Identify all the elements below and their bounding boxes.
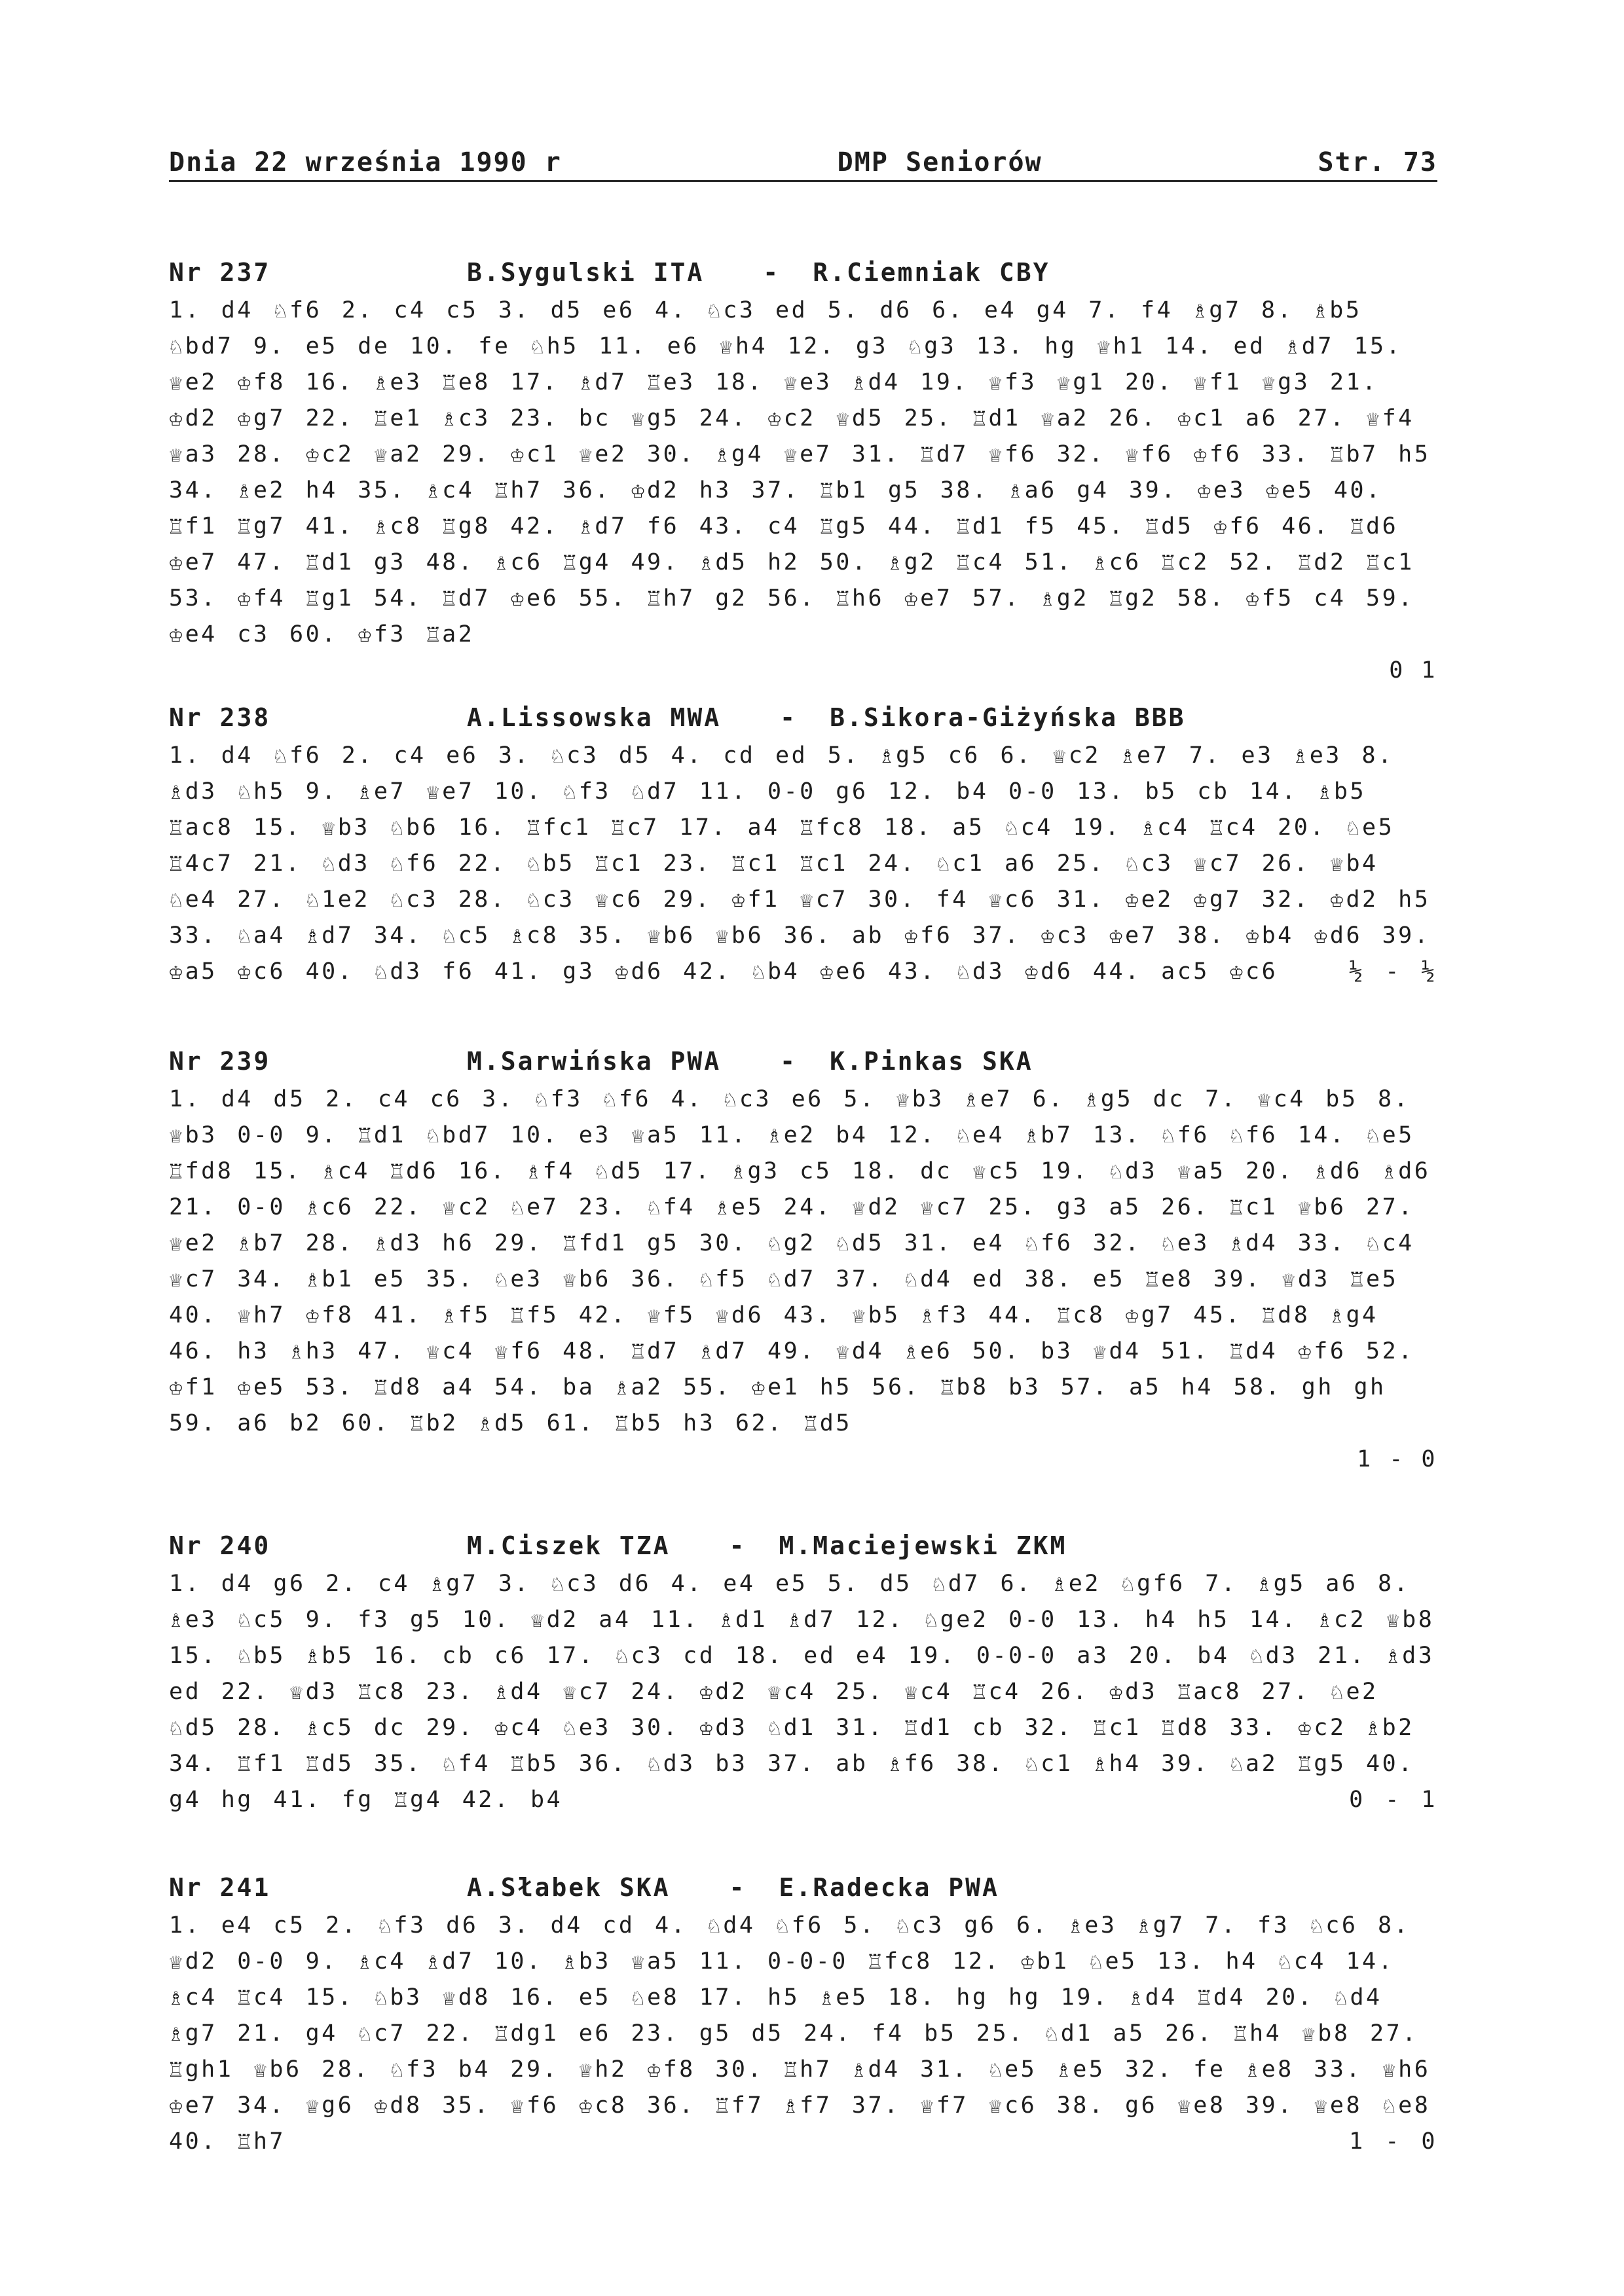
game-block [169, 1041, 1437, 1478]
player-separator: - [763, 258, 781, 287]
black-player: M.Maciejewski ZKM [779, 1531, 1067, 1560]
white-player: M.Sarwińska PWA [467, 1047, 722, 1076]
game-block [169, 252, 1437, 689]
moves-text: 1. d4 d5 2. c4 c6 3. ♘f3 ♘f6 4. ♘c3 e6 5. ♕b3 ♗e7 6. ♗g5 dc 7. ♕c4 b5 8. ♕b3 0-0 9. ♖d1 ♘bd7 10. e3 ♕a5 11. ♗e2 b4 12. ♘e4 ♗b7 13. ♘f6 ♘f6 14. ♘e5 ♖fd8 15. ♗c4 ♖d6 16. ♗f4 ♘d5 17. ♗g3 c5 18. dc ♕c5 19. ♘d3 ♕a5 20. ♗d6 ♗d6 21. 0-0 ♗c6 22. ♕c2 ♘e7 23. ♘f4 ♗e5 24. ♕d2 ♕c7 25. g3 a5 26. ♖c1 ♕b6 27. ♕e2 ♗b7 28. ♗d3 h6 29. ♖fd1 g5 30. ♘g2 ♘d5 31. e4 ♘f6 32. ♘e3 ♗d4 33. ♘c4 ♕c7 34. ♗b1 e5 35. ♘e3 ♕b6 36. ♘f5 ♘d7 37. ♘d4 ed 38. e5 ♖e8 39. ♕d3 ♖e5 40. ♕h7 ♔f8 41. ♗f5 ♖f5 42. ♕f5 ♕d6 43. ♕b5 ♗f3 44. ♖c8 ♔g7 45. ♖d8 ♗g4 46. h3 ♗h3 47. ♕c4 ♕f6 48. ♖d7 ♗d7 49. ♕d4 ♗e6 50. b3 ♕d4 51. ♖d4 ♔f6 52. ♔f1 ♔e5 53. ♖d8 a4 54. ba ♗a2 55. ♔e1 h5 56. ♖b8 b3 57. a5 h4 58. gh gh 59. a6 b2 60. ♖b2 ♗d5 61. ♖b5 h3 62. ♖d5 [169, 1086, 1431, 1436]
moves-text: 1. d4 g6 2. c4 ♗g7 3. ♘c3 d6 4. e4 e5 5. d5 ♘d7 6. ♗e2 ♘gf6 7. ♗g5 a6 8. ♗e3 ♘c5 9. f3 g5 10. ♕d2 a4 11. ♗d1 ♗d7 12. ♘ge2 0-0 13. h4 h5 14. ♗c2 ♕b8 15. ♘b5 ♗b5 16. cb c6 17. ♘c3 cd 18. ed e4 19. 0-0-0 a3 20. b4 ♘d3 21. ♗d3 ed 22. ♕d3 ♖c8 23. ♗d4 ♕c7 24. ♔d2 ♕c4 25. ♕c4 ♖c4 26. ♔d3 ♖ac8 27. ♘e2 ♘d5 28. ♗c5 dc 29. ♔c4 ♘e3 30. ♔d3 ♘d1 31. ♖d1 cb 32. ♖c1 ♖d8 33. ♔c2 ♗b2 34. ♖f1 ♖d5 35. ♘f4 ♖b5 36. ♘d3 b3 37. ab ♗f6 38. ♘c1 ♗h4 39. ♘a2 ♖g5 40. g4 hg 41. fg ♖g4 42. b4 [169, 1571, 1435, 1813]
game-title [169, 1041, 1437, 1082]
black-player: E.Radecka PWA [779, 1873, 999, 1902]
game-result: 0 - 1 [1349, 1787, 1437, 1813]
header-date: Dnia 22 września 1990 r [169, 147, 562, 177]
game-moves [169, 1082, 1437, 1442]
moves-text: 1. d4 ♘f6 2. c4 e6 3. ♘c3 d5 4. cd ed 5. ♗g5 c6 6. ♕c2 ♗e7 7. e3 ♗e3 8. ♗d3 ♘h5 9. ♗e7 ♕e7 10. ♘f3 ♘d7 11. 0-0 g6 12. b4 0-0 13. b5 cb 14. ♗b5 ♖ac8 15. ♕b3 ♘b6 16. ♖fc1 ♖c7 17. a4 ♖fc8 18. a5 ♘c4 19. ♗c4 ♖c4 20. ♘e5 ♖4c7 21. ♘d3 ♘f6 22. ♘b5 ♖c1 23. ♖c1 ♖c1 24. ♘c1 a6 25. ♘c3 ♕c7 26. ♕b4 ♘e4 27. ♘1e2 ♘c3 28. ♘c3 ♕c6 29. ♔f1 ♕c7 30. f4 ♕c6 31. ♔e2 ♔g7 32. ♔d2 h5 33. ♘a4 ♗d7 34. ♘c5 ♗c8 35. ♕b6 ♕b6 36. ab ♔f6 37. ♔c3 ♔e7 38. ♔b4 ♔d6 39. ♔a5 ♔c6 40. ♘d3 f6 41. g3 ♔d6 42. ♘b4 ♔e6 43. ♘d3 ♔d6 44. ac5 ♔c6 [169, 742, 1431, 985]
black-player: K.Pinkas SKA [830, 1047, 1033, 1076]
game-moves [169, 293, 1437, 653]
game-number: Nr 240 [169, 1531, 271, 1560]
player-separator: - [780, 1047, 798, 1076]
header-event: DMP Seniorów [837, 147, 1043, 177]
game-result-row [169, 1442, 1437, 1478]
game-moves [169, 738, 1437, 990]
game-result: 1 - 0 [1357, 1446, 1437, 1472]
game-number: Nr 241 [169, 1873, 271, 1902]
game-result: 1 - 0 [1349, 2128, 1437, 2155]
page-header [169, 147, 1437, 182]
header-page: Str. 73 [1318, 147, 1437, 177]
game-number: Nr 238 [169, 703, 271, 732]
game-block [169, 1867, 1437, 2160]
black-player: B.Sikora-Giżyńska BBB [830, 703, 1186, 732]
moves-text: 1. e4 c5 2. ♘f3 d6 3. d4 cd 4. ♘d4 ♘f6 5. ♘c3 g6 6. ♗e3 ♗g7 7. f3 ♘c6 8. ♕d2 0-0 9. ♗c4 ♗d7 10. ♗b3 ♕a5 11. 0-0-0 ♖fc8 12. ♔b1 ♘e5 13. h4 ♘c4 14. ♗c4 ♖c4 15. ♘b3 ♕d8 16. e5 ♘e8 17. h5 ♗e5 18. hg hg 19. ♗d4 ♖d4 20. ♘d4 ♗g7 21. g4 ♘c7 22. ♖dg1 e6 23. g5 d5 24. f4 b5 25. ♘d1 a5 26. ♖h4 ♕b8 27. ♖gh1 ♕b6 28. ♘f3 b4 29. ♕h2 ♔f8 30. ♖h7 ♗d4 31. ♘e5 ♗e5 32. fe ♗e8 33. ♕h6 ♔e7 34. ♕g6 ♔d8 35. ♕f6 ♔c8 36. ♖f7 ♗f7 37. ♕f7 ♕c6 38. g6 ♕e8 39. ♕e8 ♘e8 40. ♖h7 [169, 1912, 1431, 2155]
game-result-row [169, 653, 1437, 689]
game-title [169, 252, 1437, 293]
game-result: ½ - ½ [1349, 958, 1437, 985]
game-title [169, 1525, 1437, 1566]
player-separator: - [729, 1873, 747, 1902]
game-block [169, 697, 1437, 990]
white-player: A.Słabek SKA [467, 1873, 671, 1902]
white-player: B.Sygulski ITA [467, 258, 705, 287]
game-title [169, 1867, 1437, 1908]
game-block [169, 1525, 1437, 1818]
black-player: R.Ciemniak CBY [813, 258, 1050, 287]
game-moves [169, 1566, 1437, 1818]
game-moves [169, 1908, 1437, 2160]
white-player: A.Lissowska MWA [467, 703, 722, 732]
white-player: M.Ciszek TZA [467, 1531, 671, 1560]
moves-text: 1. d4 ♘f6 2. c4 c5 3. d5 e6 4. ♘c3 ed 5. d6 6. e4 g4 7. f4 ♗g7 8. ♗b5 ♘bd7 9. e5 de 10. fe ♘h5 11. e6 ♕h4 12. g3 ♘g3 13. hg ♕h1 14. ed ♗d7 15. ♕e2 ♔f8 16. ♗e3 ♖e8 17. ♗d7 ♖e3 18. ♕e3 ♗d4 19. ♕f3 ♕g1 20. ♕f1 ♕g3 21. ♔d2 ♔g7 22. ♖e1 ♗c3 23. bc ♕g5 24. ♔c2 ♕d5 25. ♖d1 ♕a2 26. ♔c1 a6 27. ♕f4 ♕a3 28. ♔c2 ♕a2 29. ♔c1 ♕e2 30. ♗g4 ♕e7 31. ♖d7 ♕f6 32. ♕f6 ♔f6 33. ♖b7 h5 34. ♗e2 h4 35. ♗c4 ♖h7 36. ♔d2 h3 37. ♖b1 g5 38. ♗a6 g4 39. ♔e3 ♔e5 40. ♖f1 ♖g7 41. ♗c8 ♖g8 42. ♗d7 f6 43. c4 ♖g5 44. ♖d1 f5 45. ♖d5 ♔f6 46. ♖d6 ♔e7 47. ♖d1 g3 48. ♗c6 ♖g4 49. ♗d5 h2 50. ♗g2 ♖c4 51. ♗c6 ♖c2 52. ♖d2 ♖c1 53. ♔f4 ♖g1 54. ♖d7 ♔e6 55. ♖h7 g2 56. ♖h6 ♔e7 57. ♗g2 ♖g2 58. ♔f5 c4 59. ♔e4 c3 60. ♔f3 ♖a2 [169, 297, 1431, 647]
player-separator: - [780, 703, 798, 732]
game-result: 0 1 [1389, 657, 1437, 683]
game-number: Nr 239 [169, 1047, 271, 1076]
player-separator: - [729, 1531, 747, 1560]
game-number: Nr 237 [169, 258, 271, 287]
game-title [169, 697, 1437, 738]
